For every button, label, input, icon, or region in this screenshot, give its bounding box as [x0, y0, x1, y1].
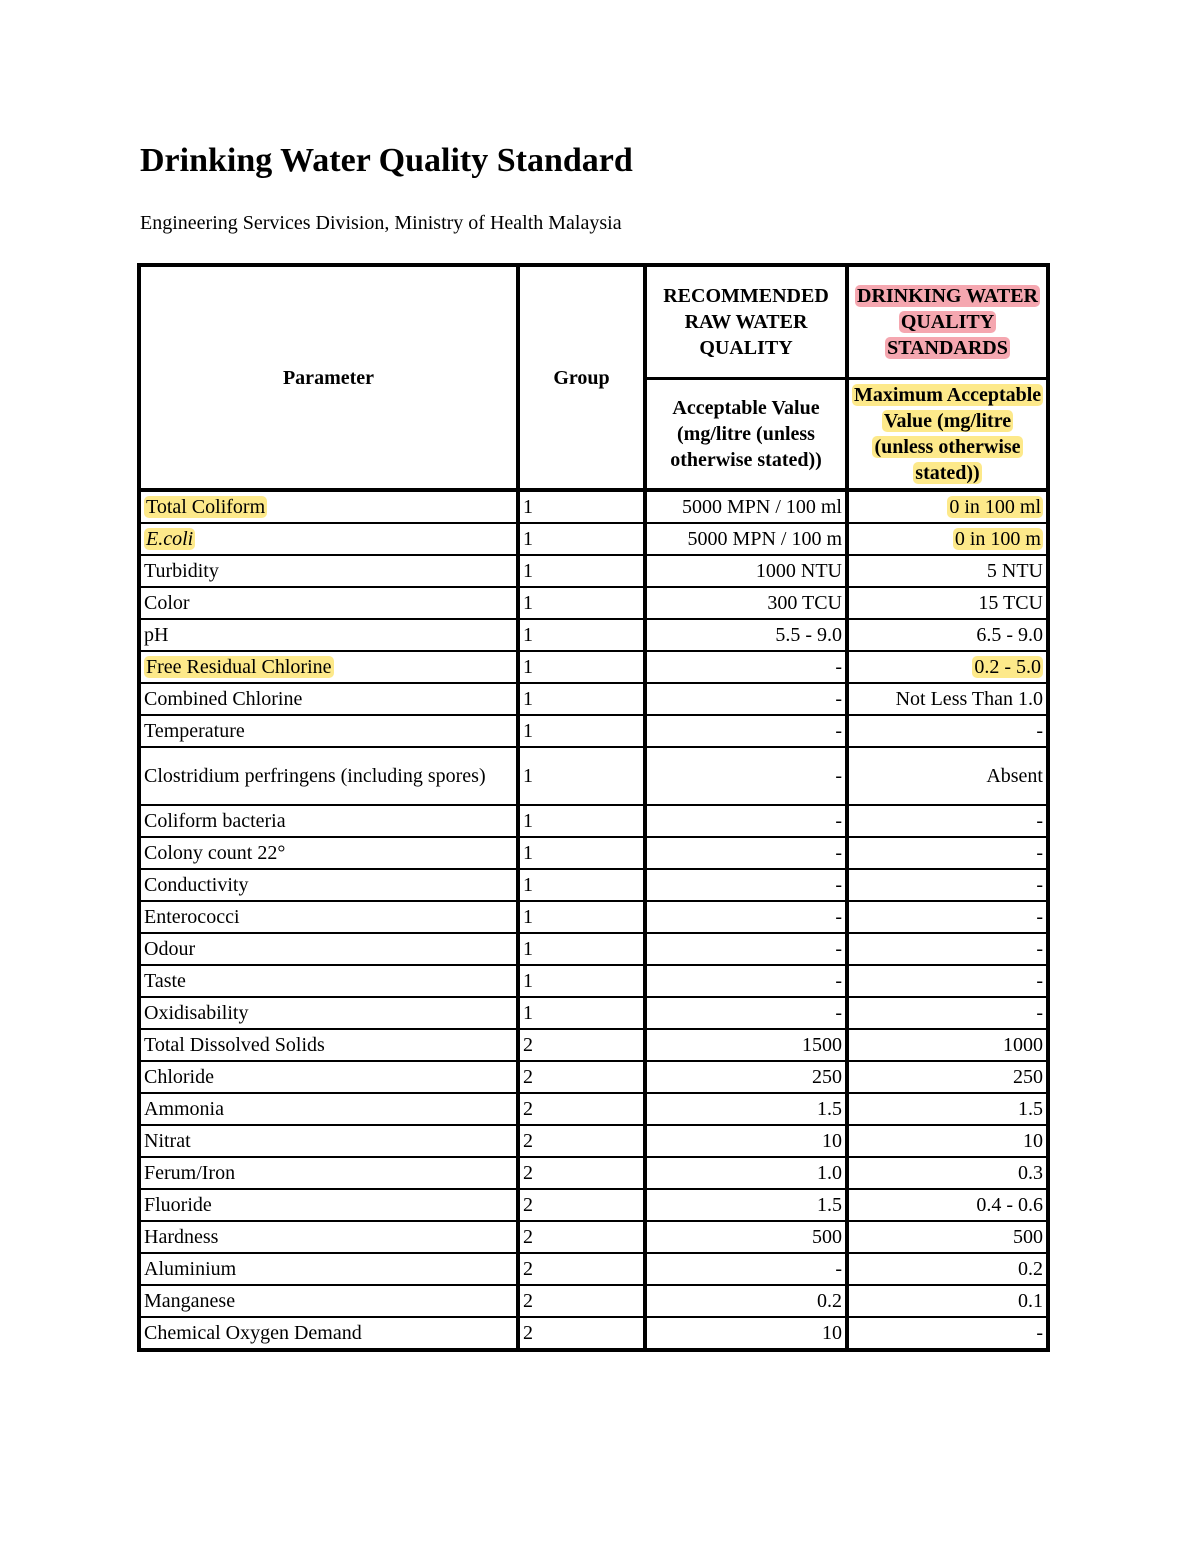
cell-group-text: 2: [523, 1130, 533, 1152]
column-header-group: [518, 265, 645, 490]
cell-raw-value: [645, 587, 847, 619]
cell-standard-value: [847, 1125, 1048, 1157]
cell-raw-value: [645, 555, 847, 587]
cell-raw-value: [645, 1253, 847, 1285]
cell-parameter: [139, 619, 518, 651]
cell-raw-value: [645, 837, 847, 869]
cell-group: [518, 1189, 645, 1221]
table-row: [139, 933, 1048, 965]
cell-group: [518, 1061, 645, 1093]
cell-raw-value-text: 300 TCU: [767, 592, 842, 614]
cell-standard-value: [847, 933, 1048, 965]
cell-parameter: [139, 1061, 518, 1093]
cell-parameter-text: Ammonia: [144, 1098, 224, 1120]
cell-group-text: 1: [523, 656, 533, 678]
water-quality-table: [137, 263, 1050, 1352]
cell-group-text: 2: [523, 1290, 533, 1312]
cell-standard-value: [847, 619, 1048, 651]
column-subheader-acceptable-value-label: Acceptable Value (mg/litre (unless otherwise stated)): [670, 397, 822, 471]
cell-parameter: [139, 901, 518, 933]
cell-raw-value-text: 10: [822, 1130, 842, 1152]
cell-standard-value: [847, 587, 1048, 619]
table-row: [139, 490, 1048, 523]
cell-group-text: 1: [523, 842, 533, 864]
table-row: [139, 1221, 1048, 1253]
cell-raw-value-text: -: [835, 842, 842, 864]
cell-group: [518, 555, 645, 587]
cell-standard-value-text: 0.1: [1018, 1290, 1043, 1312]
cell-standard-value-text: 0 in 100 m: [954, 528, 1041, 550]
cell-raw-value-text: 5000 MPN / 100 m: [687, 528, 842, 550]
cell-standard-value-text: 5 NTU: [986, 560, 1043, 582]
cell-group-text: 2: [523, 1034, 533, 1056]
cell-raw-value-text: -: [835, 1258, 842, 1280]
cell-group-text: 1: [523, 496, 533, 518]
cell-standard-value: [847, 651, 1048, 683]
cell-group: [518, 1093, 645, 1125]
cell-raw-value-text: -: [835, 765, 842, 787]
cell-parameter: [139, 997, 518, 1029]
table-row: [139, 901, 1048, 933]
cell-raw-value-text: -: [835, 874, 842, 896]
cell-parameter-text: Oxidisability: [144, 1002, 249, 1024]
cell-standard-value: [847, 1285, 1048, 1317]
cell-raw-value: [645, 1189, 847, 1221]
cell-parameter: [139, 1189, 518, 1221]
cell-raw-value-text: -: [835, 810, 842, 832]
table-row: [139, 619, 1048, 651]
cell-parameter-text: Nitrat: [144, 1130, 191, 1152]
cell-group: [518, 587, 645, 619]
cell-group-text: 1: [523, 765, 533, 787]
cell-parameter-text: Chemical Oxygen Demand: [144, 1322, 362, 1344]
cell-raw-value: [645, 901, 847, 933]
cell-standard-value: [847, 715, 1048, 747]
table-row: [139, 869, 1048, 901]
cell-raw-value-text: 5000 MPN / 100 ml: [681, 496, 842, 518]
cell-group: [518, 747, 645, 805]
cell-raw-value-text: -: [835, 720, 842, 742]
cell-group: [518, 869, 645, 901]
cell-standard-value: [847, 997, 1048, 1029]
cell-standard-value-text: -: [1036, 720, 1043, 742]
cell-raw-value-text: 1500: [802, 1034, 842, 1056]
cell-parameter-text: Combined Chlorine: [144, 688, 303, 710]
cell-raw-value-text: -: [835, 656, 842, 678]
cell-parameter-text: Enterococci: [144, 906, 240, 928]
column-header-raw-water-label: RECOMMENDED RAW WATER QUALITY: [663, 285, 829, 359]
cell-parameter-text: Free Residual Chlorine: [146, 656, 332, 678]
cell-standard-value: [847, 1253, 1048, 1285]
cell-raw-value-text: 1.5: [817, 1194, 842, 1216]
cell-raw-value: [645, 651, 847, 683]
cell-group-text: 2: [523, 1066, 533, 1088]
cell-raw-value: [645, 965, 847, 997]
table-row: [139, 1285, 1048, 1317]
cell-standard-value: [847, 747, 1048, 805]
cell-raw-value: [645, 997, 847, 1029]
cell-standard-value-text: 1.5: [1018, 1098, 1043, 1120]
page-subtitle: Engineering Services Division, Ministry of Health Malaysia: [140, 212, 622, 234]
cell-raw-value-text: 1000 NTU: [755, 560, 842, 582]
table-row: [139, 997, 1048, 1029]
cell-group-text: 1: [523, 874, 533, 896]
cell-parameter: [139, 1125, 518, 1157]
cell-standard-value-text: -: [1036, 810, 1043, 832]
cell-parameter-text: Color: [144, 592, 190, 614]
cell-group-text: 1: [523, 810, 533, 832]
table-row: [139, 1317, 1048, 1350]
cell-group: [518, 1285, 645, 1317]
table-row: [139, 715, 1048, 747]
cell-group-text: 1: [523, 688, 533, 710]
cell-standard-value-text: -: [1036, 938, 1043, 960]
cell-parameter: [139, 1285, 518, 1317]
cell-standard-value-text: 15 TCU: [978, 592, 1043, 614]
cell-group: [518, 901, 645, 933]
cell-parameter-text: Ferum/Iron: [144, 1162, 236, 1184]
cell-group: [518, 490, 645, 523]
page-title: Drinking Water Quality Standard: [140, 142, 633, 179]
cell-parameter: [139, 555, 518, 587]
cell-group-text: 1: [523, 938, 533, 960]
cell-group: [518, 1253, 645, 1285]
table-row: [139, 1125, 1048, 1157]
table-row: [139, 1157, 1048, 1189]
table-row: [139, 523, 1048, 555]
cell-raw-value: [645, 747, 847, 805]
cell-parameter-text: pH: [144, 624, 169, 646]
cell-parameter-text: Odour: [144, 938, 196, 960]
cell-group-text: 1: [523, 970, 533, 992]
table-row: [139, 1189, 1048, 1221]
cell-raw-value: [645, 805, 847, 837]
column-header-parameter-label: Parameter: [282, 366, 375, 389]
cell-group-text: 2: [523, 1098, 533, 1120]
column-subheader-acceptable-value: [645, 379, 847, 491]
cell-parameter: [139, 1093, 518, 1125]
cell-raw-value-text: -: [835, 1002, 842, 1024]
cell-group-text: 1: [523, 624, 533, 646]
table-row: [139, 683, 1048, 715]
column-header-group-label: Group: [553, 366, 610, 389]
cell-parameter: [139, 837, 518, 869]
cell-parameter-text: Temperature: [144, 720, 245, 742]
cell-standard-value: [847, 523, 1048, 555]
column-subheader-maximum-value: [847, 379, 1048, 491]
cell-parameter: [139, 1317, 518, 1350]
cell-standard-value: [847, 1157, 1048, 1189]
cell-standard-value-text: -: [1036, 874, 1043, 896]
cell-parameter: [139, 747, 518, 805]
cell-standard-value-text: 0 in 100 ml: [949, 496, 1041, 518]
cell-group: [518, 523, 645, 555]
cell-standard-value: [847, 1029, 1048, 1061]
table-row: [139, 1093, 1048, 1125]
cell-raw-value-text: 1.0: [817, 1162, 842, 1184]
cell-raw-value-text: 5.5 - 9.0: [775, 624, 842, 646]
cell-raw-value: [645, 715, 847, 747]
cell-raw-value: [645, 1125, 847, 1157]
cell-parameter-text: Turbidity: [144, 560, 219, 582]
cell-parameter: [139, 715, 518, 747]
cell-raw-value-text: 1.5: [817, 1098, 842, 1120]
cell-group-text: 1: [523, 1002, 533, 1024]
cell-standard-value-text: 0.2: [1018, 1258, 1043, 1280]
cell-standard-value: [847, 965, 1048, 997]
cell-parameter: [139, 683, 518, 715]
column-subheader-maximum-value-label: Maximum Acceptable Value (mg/litre (unless otherwise stated)): [854, 384, 1042, 484]
cell-parameter: [139, 1221, 518, 1253]
cell-raw-value: [645, 683, 847, 715]
cell-standard-value: [847, 683, 1048, 715]
column-header-drinking-standard-label: DRINKING WATER QUALITY STANDARDS: [857, 285, 1038, 359]
cell-parameter-text: Clostridium perfringens (including spores): [144, 765, 486, 787]
column-header-drinking-standard: [847, 265, 1048, 379]
table-body: [139, 490, 1048, 1350]
cell-standard-value: [847, 1093, 1048, 1125]
cell-standard-value-text: -: [1036, 1322, 1043, 1344]
cell-parameter: [139, 651, 518, 683]
cell-standard-value-text: -: [1036, 906, 1043, 928]
cell-raw-value: [645, 1093, 847, 1125]
cell-group-text: 1: [523, 906, 533, 928]
cell-parameter: [139, 587, 518, 619]
cell-parameter-text: Hardness: [144, 1226, 219, 1248]
cell-standard-value-text: 250: [1013, 1066, 1043, 1088]
cell-group-text: 2: [523, 1258, 533, 1280]
cell-parameter: [139, 490, 518, 523]
cell-raw-value: [645, 1317, 847, 1350]
cell-parameter: [139, 1157, 518, 1189]
cell-standard-value: [847, 805, 1048, 837]
cell-group: [518, 1125, 645, 1157]
cell-standard-value-text: 1000: [1003, 1034, 1043, 1056]
cell-standard-value: [847, 1061, 1048, 1093]
cell-group: [518, 1221, 645, 1253]
cell-group: [518, 619, 645, 651]
cell-standard-value: [847, 901, 1048, 933]
cell-raw-value-text: 500: [812, 1226, 842, 1248]
cell-group-text: 1: [523, 528, 533, 550]
cell-standard-value-text: Absent: [986, 765, 1043, 787]
table-row: [139, 805, 1048, 837]
cell-group-text: 1: [523, 592, 533, 614]
cell-group: [518, 715, 645, 747]
table-row: [139, 837, 1048, 869]
cell-group: [518, 683, 645, 715]
cell-parameter-text: Total Coliform: [146, 496, 266, 518]
cell-raw-value-text: -: [835, 906, 842, 928]
cell-raw-value-text: -: [835, 938, 842, 960]
table-row: [139, 1061, 1048, 1093]
cell-parameter: [139, 965, 518, 997]
cell-group-text: 2: [523, 1226, 533, 1248]
cell-group: [518, 1157, 645, 1189]
cell-raw-value: [645, 1285, 847, 1317]
cell-group: [518, 965, 645, 997]
cell-raw-value: [645, 933, 847, 965]
cell-group-text: 1: [523, 560, 533, 582]
cell-raw-value: [645, 1157, 847, 1189]
cell-group: [518, 997, 645, 1029]
cell-raw-value-text: -: [835, 688, 842, 710]
cell-standard-value: [847, 1317, 1048, 1350]
cell-parameter-text: Manganese: [144, 1290, 236, 1312]
cell-raw-value-text: -: [835, 970, 842, 992]
cell-group: [518, 1029, 645, 1061]
cell-parameter-text: Aluminium: [144, 1258, 237, 1280]
cell-parameter: [139, 869, 518, 901]
column-header-parameter: [139, 265, 518, 490]
table-row: [139, 965, 1048, 997]
cell-standard-value-text: -: [1036, 842, 1043, 864]
cell-standard-value-text: -: [1036, 1002, 1043, 1024]
table-row: [139, 555, 1048, 587]
cell-standard-value: [847, 837, 1048, 869]
cell-parameter-text: Chloride: [144, 1066, 214, 1088]
cell-parameter-text: Total Dissolved Solids: [144, 1034, 325, 1056]
cell-raw-value: [645, 619, 847, 651]
cell-raw-value: [645, 869, 847, 901]
table-row: [139, 651, 1048, 683]
cell-parameter-text: Conductivity: [144, 874, 249, 896]
table-row: [139, 587, 1048, 619]
cell-standard-value: [847, 1221, 1048, 1253]
cell-raw-value: [645, 490, 847, 523]
cell-group-text: 2: [523, 1322, 533, 1344]
cell-raw-value: [645, 1221, 847, 1253]
cell-parameter: [139, 1253, 518, 1285]
cell-parameter-text: Taste: [144, 970, 186, 992]
cell-parameter: [139, 523, 518, 555]
cell-standard-value-text: 10: [1023, 1130, 1043, 1152]
cell-raw-value: [645, 523, 847, 555]
cell-standard-value: [847, 869, 1048, 901]
cell-raw-value-text: 10: [822, 1322, 842, 1344]
cell-raw-value: [645, 1061, 847, 1093]
cell-standard-value-text: 6.5 - 9.0: [976, 624, 1043, 646]
table-row: [139, 1253, 1048, 1285]
cell-group: [518, 651, 645, 683]
cell-standard-value: [847, 490, 1048, 523]
cell-parameter: [139, 933, 518, 965]
cell-standard-value-text: 0.2 - 5.0: [974, 656, 1041, 678]
cell-raw-value: [645, 1029, 847, 1061]
cell-group-text: 2: [523, 1194, 533, 1216]
cell-parameter-text: Coliform bacteria: [144, 810, 286, 832]
cell-standard-value: [847, 555, 1048, 587]
cell-parameter-text: E.coli: [146, 528, 194, 550]
column-header-raw-water: [645, 265, 847, 379]
cell-group: [518, 1317, 645, 1350]
cell-raw-value-text: 250: [812, 1066, 842, 1088]
cell-standard-value-text: 500: [1013, 1226, 1043, 1248]
cell-standard-value-text: Not Less Than 1.0: [895, 688, 1043, 710]
table-row: [139, 747, 1048, 805]
cell-parameter: [139, 1029, 518, 1061]
cell-parameter: [139, 805, 518, 837]
cell-standard-value: [847, 1189, 1048, 1221]
cell-group: [518, 805, 645, 837]
cell-group: [518, 933, 645, 965]
cell-standard-value-text: -: [1036, 970, 1043, 992]
table-row: [139, 1029, 1048, 1061]
cell-standard-value-text: 0.4 - 0.6: [976, 1194, 1043, 1216]
cell-standard-value-text: 0.3: [1018, 1162, 1043, 1184]
cell-parameter-text: Colony count 22°: [144, 842, 286, 864]
cell-group-text: 1: [523, 720, 533, 742]
cell-group-text: 2: [523, 1162, 533, 1184]
cell-raw-value-text: 0.2: [817, 1290, 842, 1312]
cell-parameter-text: Fluoride: [144, 1194, 212, 1216]
cell-group: [518, 837, 645, 869]
